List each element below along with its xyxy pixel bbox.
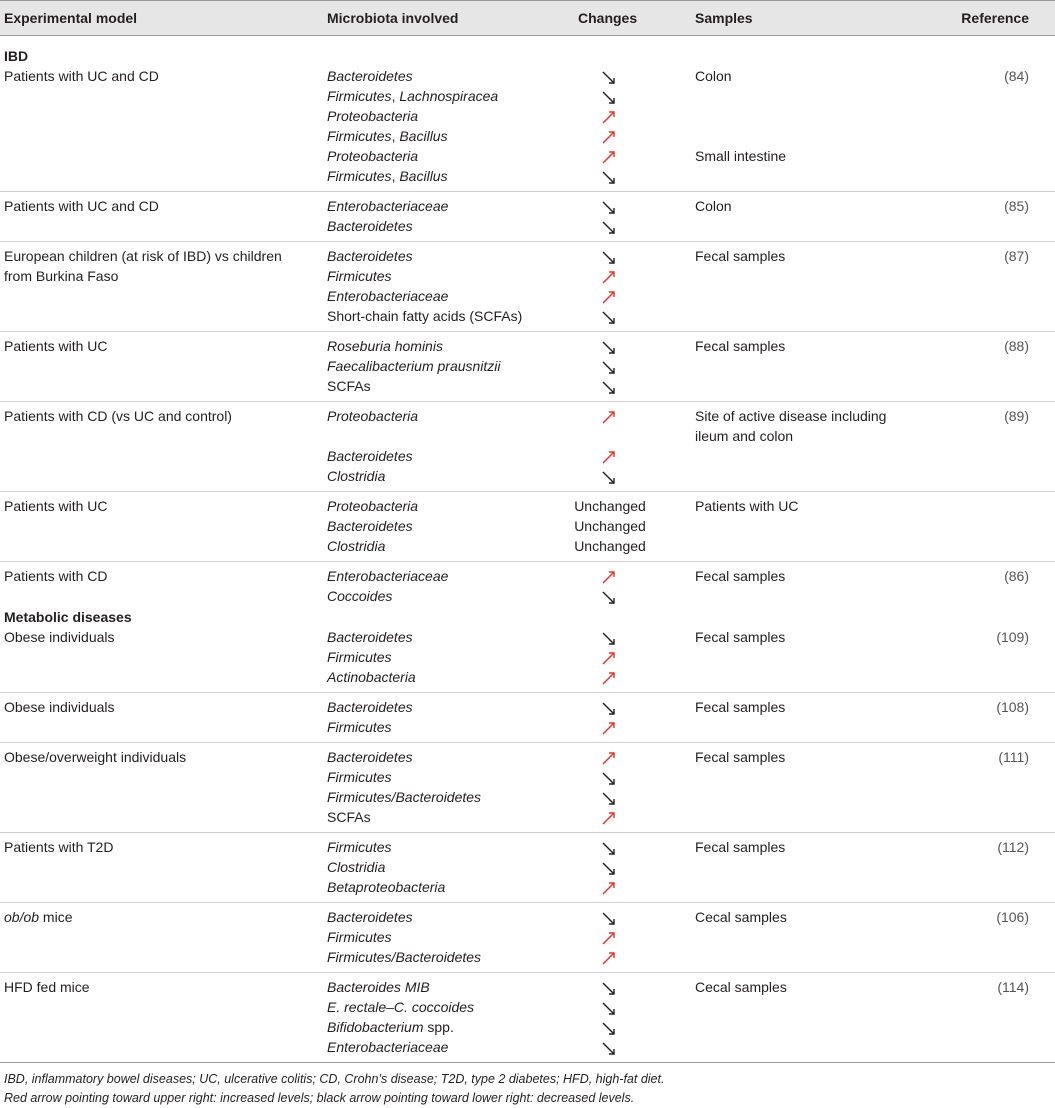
section-title: IBD: [4, 48, 29, 64]
reference: (108): [996, 699, 1029, 715]
increase-arrow-icon: [540, 126, 680, 148]
microbiota-text: Bacteroidetes: [327, 629, 413, 645]
microbiota-text: Proteobacteria: [327, 408, 419, 424]
microbiota: [327, 216, 413, 236]
microbiota-text: Clostridia: [327, 468, 386, 484]
microbiota-text: Firmicutes: [327, 719, 392, 735]
microbiota: [327, 496, 418, 516]
microbiota: [327, 466, 385, 486]
microbiota-text: Firmicutes: [327, 839, 392, 855]
decrease-arrow-icon: [540, 627, 680, 649]
decrease-arrow-icon: [540, 997, 680, 1019]
microbiota: [327, 586, 392, 606]
sample: Fecal samples: [695, 749, 786, 765]
microbiota-text: Bacteroidetes: [327, 248, 413, 264]
microbiota: [327, 667, 416, 687]
microbiota-text: ,: [391, 88, 400, 104]
sample: Cecal samples: [695, 979, 787, 995]
microbiota: [327, 516, 413, 536]
reference: (89): [1004, 408, 1029, 424]
change-text: Unchanged: [574, 498, 646, 514]
sample: Colon: [695, 198, 732, 214]
header-reference: Reference: [961, 10, 1029, 26]
increase-arrow-icon: [540, 667, 680, 689]
microbiota: [327, 376, 371, 396]
increase-arrow-icon: [540, 807, 680, 829]
microbiota: [327, 947, 481, 967]
microbiota-text: Firmicutes: [327, 769, 392, 785]
microbiota: [327, 106, 418, 126]
experimental-model: Obese individuals: [4, 629, 115, 645]
decrease-arrow-icon: [540, 376, 680, 398]
section-title: Metabolic diseases: [4, 609, 132, 625]
microbiota: [327, 767, 392, 787]
microbiota-text: Lachnospiracea: [399, 88, 499, 104]
microbiota: [327, 787, 481, 807]
microbiota-text: Clostridia: [327, 538, 386, 554]
microbiota-text: Roseburia hominis: [327, 338, 443, 354]
microbiota-text: Enterobacteriaceae: [327, 1039, 449, 1055]
increase-arrow-icon: [540, 566, 680, 588]
microbiota-text: Bacillus: [399, 128, 448, 144]
table-bottom-rule: [0, 1062, 1055, 1063]
microbiota-text: Enterobacteriaceae: [327, 198, 449, 214]
microbiota: [327, 647, 392, 667]
row-divider: [0, 561, 1055, 562]
experimental-model: [4, 907, 304, 927]
experimental-model: Patients with UC: [4, 338, 108, 354]
microbiota: [327, 126, 448, 146]
microbiota: [327, 807, 371, 827]
microbiota: [327, 697, 413, 717]
microbiota-text: Bacteroidetes: [327, 699, 413, 715]
increase-arrow-icon: [540, 446, 680, 468]
decrease-arrow-icon: [540, 466, 680, 488]
row-divider: [0, 241, 1055, 242]
microbiota-text: Firmicutes: [327, 168, 392, 184]
microbiota-text: Coccoides: [327, 588, 393, 604]
reference: (112): [997, 839, 1029, 855]
decrease-arrow-icon: [540, 66, 680, 88]
microbiota-text: Clostridia: [327, 859, 386, 875]
microbiota: [327, 406, 418, 426]
header-changes: Changes: [578, 10, 638, 26]
row-divider: [0, 902, 1055, 903]
increase-arrow-icon: [540, 106, 680, 128]
row-divider: [0, 191, 1055, 192]
decrease-arrow-icon: [540, 586, 680, 608]
header-experimental-model: Experimental model: [4, 10, 138, 26]
microbiota-text: E. rectale–C. coccoides: [327, 999, 475, 1015]
decrease-arrow-icon: [540, 196, 680, 218]
reference: (87): [1004, 248, 1029, 264]
microbiota-text: Enterobacteriaceae: [327, 568, 449, 584]
microbiota-text: Faecalibacterium prausnitzii: [327, 358, 501, 374]
microbiota-text: Bacteroidetes: [327, 218, 413, 234]
decrease-arrow-icon: [540, 336, 680, 358]
experimental-model: European children (at risk of IBD) vs children from Burkina Faso: [4, 248, 282, 284]
decrease-arrow-icon: [540, 787, 680, 809]
microbiota-text: SCFAs: [327, 809, 371, 825]
microbiota-text: Bifidobacterium: [327, 1019, 424, 1035]
footnote-line: IBD, inflammatory bowel diseases; UC, ulcerative colitis; CD, Crohn’s disease; T2D, type 2 diabetes; HFD, high-fat diet.: [4, 1072, 665, 1086]
increase-arrow-icon: [540, 266, 680, 288]
increase-arrow-icon: [540, 877, 680, 899]
microbiota: [327, 977, 430, 997]
experimental-model: Patients with CD: [4, 568, 108, 584]
experimental-model: Patients with UC and CD: [4, 198, 159, 214]
microbiota: [327, 66, 413, 86]
row-divider: [0, 832, 1055, 833]
increase-arrow-icon: [540, 406, 680, 428]
microbiota: [327, 1037, 448, 1057]
microbiota: [327, 857, 385, 877]
microbiota: [327, 446, 413, 466]
increase-arrow-icon: [540, 717, 680, 739]
increase-arrow-icon: [540, 286, 680, 308]
microbiota: [327, 286, 448, 306]
microbiota: [327, 536, 385, 556]
microbiota-text: Short-chain fatty acids (SCFAs): [327, 308, 523, 324]
decrease-arrow-icon: [540, 767, 680, 789]
change-text: Unchanged: [574, 538, 646, 554]
sample: Fecal samples: [695, 839, 786, 855]
row-divider: [0, 401, 1055, 402]
microbiota-text: Actinobacteria: [327, 669, 416, 685]
microbiota-text: Proteobacteria: [327, 498, 419, 514]
microbiota-text: Bacteroidetes: [327, 909, 413, 925]
sample: Site of active disease including ileum and colon: [695, 408, 887, 444]
reference: (85): [1004, 198, 1029, 214]
increase-arrow-icon: [540, 146, 680, 168]
reference: (86): [1004, 568, 1029, 584]
decrease-arrow-icon: [540, 166, 680, 188]
change-text: Unchanged: [574, 518, 646, 534]
decrease-arrow-icon: [540, 86, 680, 108]
sample: Small intestine: [695, 148, 787, 164]
microbiota: [327, 166, 448, 186]
microbiota-text: spp.: [423, 1019, 454, 1035]
decrease-arrow-icon: [540, 1037, 680, 1059]
microbiota-text: Firmicutes: [327, 88, 392, 104]
decrease-arrow-icon: [540, 1017, 680, 1039]
experimental-model: Patients with UC: [4, 498, 108, 514]
increase-arrow-icon: [540, 947, 680, 969]
reference: (88): [1004, 338, 1029, 354]
microbiota: [327, 1017, 454, 1037]
experimental-model: Patients with CD (vs UC and control): [4, 408, 232, 424]
microbiota-text: Proteobacteria: [327, 108, 419, 124]
model-rest: mice: [39, 909, 73, 925]
experimental-model: Obese individuals: [4, 699, 115, 715]
microbiota: [327, 997, 474, 1017]
sample: Fecal samples: [695, 338, 786, 354]
microbiota-text: Bacteroidetes: [327, 68, 413, 84]
footnote-line: Red arrow pointing toward upper right: increased levels; black arrow pointing toward lower right: decreased levels.: [4, 1091, 635, 1105]
model-italic: ob/ob: [4, 909, 40, 925]
sample: Patients with UC: [695, 498, 799, 514]
decrease-arrow-icon: [540, 306, 680, 328]
microbiota-text: Firmicutes: [327, 268, 392, 284]
microbiota: [327, 877, 445, 897]
microbiota: [327, 627, 413, 647]
experimental-model: Patients with UC and CD: [4, 68, 159, 84]
microbiota: [327, 717, 392, 737]
microbiota-text: Bacillus: [399, 168, 448, 184]
microbiota: [327, 86, 498, 106]
sample: Fecal samples: [695, 248, 786, 264]
microbiota: [327, 196, 448, 216]
microbiota: [327, 566, 448, 586]
decrease-arrow-icon: [540, 907, 680, 929]
row-divider: [0, 331, 1055, 332]
microbiota-text: Firmicutes/Bacteroidetes: [327, 949, 482, 965]
microbiota-text: Betaproteobacteria: [327, 879, 446, 895]
increase-arrow-icon: [540, 747, 680, 769]
microbiota-text: Firmicutes: [327, 128, 392, 144]
microbiota-text: Enterobacteriaceae: [327, 288, 449, 304]
microbiota-text: Proteobacteria: [327, 148, 419, 164]
sample: Colon: [695, 68, 732, 84]
microbiota: [327, 927, 392, 947]
decrease-arrow-icon: [540, 857, 680, 879]
table-header: [0, 0, 1055, 36]
row-divider: [0, 742, 1055, 743]
microbiota: [327, 907, 413, 927]
microbiota-text: ,: [391, 128, 400, 144]
microbiota: [327, 246, 413, 266]
reference: (109): [996, 629, 1029, 645]
decrease-arrow-icon: [540, 697, 680, 719]
reference: (106): [996, 909, 1029, 925]
microbiota-text: Bacteroidetes: [327, 749, 413, 765]
microbiota-text: ,: [391, 168, 400, 184]
decrease-arrow-icon: [540, 216, 680, 238]
reference: (84): [1004, 68, 1029, 84]
decrease-arrow-icon: [540, 977, 680, 999]
microbiota-text: Bacteroides MIB: [327, 979, 430, 995]
increase-arrow-icon: [540, 647, 680, 669]
experimental-model: Patients with T2D: [4, 839, 114, 855]
microbiota-text: Bacteroidetes: [327, 518, 413, 534]
increase-arrow-icon: [540, 927, 680, 949]
microbiota-text: SCFAs: [327, 378, 371, 394]
experimental-model: HFD fed mice: [4, 979, 90, 995]
microbiota-text: Firmicutes/Bacteroidetes: [327, 789, 482, 805]
row-divider: [0, 692, 1055, 693]
decrease-arrow-icon: [540, 837, 680, 859]
microbiota: [327, 146, 418, 166]
microbiota: [327, 266, 392, 286]
header-samples: Samples: [695, 10, 753, 26]
sample: Fecal samples: [695, 568, 786, 584]
microbiota: [327, 306, 522, 326]
experimental-model: Obese/overweight individuals: [4, 749, 187, 765]
header-microbiota: Microbiota involved: [327, 10, 459, 26]
sample: Fecal samples: [695, 629, 786, 645]
microbiota: [327, 336, 443, 356]
reference: (114): [997, 979, 1029, 995]
microbiota-text: Firmicutes: [327, 649, 392, 665]
microbiota-text: Firmicutes: [327, 929, 392, 945]
microbiota: [327, 837, 392, 857]
sample: Fecal samples: [695, 699, 786, 715]
microbiota: [327, 356, 501, 376]
row-divider: [0, 972, 1055, 973]
decrease-arrow-icon: [540, 246, 680, 268]
microbiota-text: Bacteroidetes: [327, 448, 413, 464]
reference: (111): [998, 749, 1029, 765]
decrease-arrow-icon: [540, 356, 680, 378]
row-divider: [0, 491, 1055, 492]
microbiota: [327, 747, 413, 767]
sample: Cecal samples: [695, 909, 787, 925]
